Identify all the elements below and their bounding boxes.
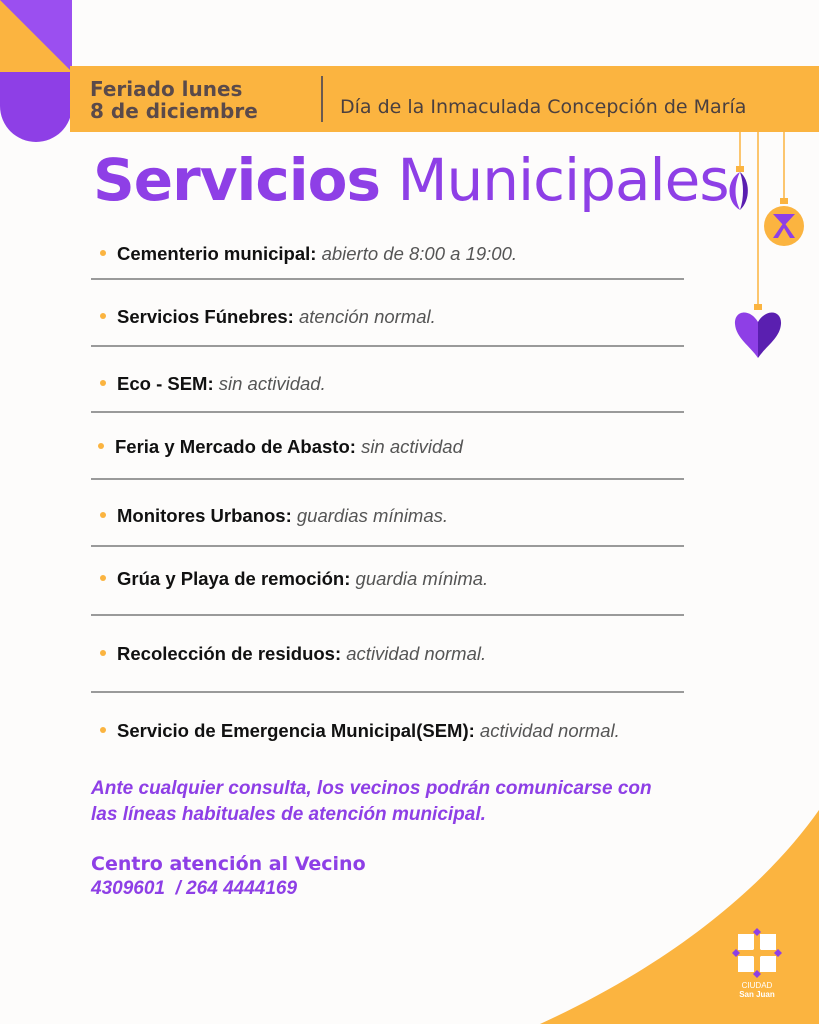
service-name: Recolección de residuos: [117,643,342,664]
service-status: abierto de 8:00 a 19:00. [321,243,518,264]
service-name: Feria y Mercado de Abasto: [115,436,356,457]
title-bold: Servicios [93,146,381,214]
consult-note-line2: las líneas habituales de atención municipal. [91,804,486,825]
ciudad-san-juan-logo-icon [730,926,784,980]
holiday-date-line1: Feriado lunes [90,77,243,101]
service-status: guardia mínima. [355,568,489,589]
consult-note-line1: Ante cualquier consulta, los vecinos podrán comunicarse con [91,778,652,799]
service-name: Servicio de Emergencia Municipal(SEM): [117,720,475,741]
service-name: Servicios Fúnebres: [117,306,294,327]
contact-phones: 4309601 / 264 4444169 [91,878,298,899]
service-name: Cementerio municipal: [117,243,317,264]
holiday-date-line2: 8 de diciembre [90,99,258,123]
service-name: Eco - SEM: [117,373,214,394]
logo-line2: San Juan [739,990,775,999]
service-status: actividad normal. [346,643,487,664]
contact-title: Centro atención al Vecino [91,853,366,875]
service-status: sin actividad [361,436,463,457]
logo-text [734,981,780,999]
service-status: actividad normal. [479,720,620,741]
holiday-name: Día de la Inmaculada Concepción de María [340,96,747,118]
service-status: sin actividad. [218,373,326,394]
logo-line1: CIUDAD [741,981,773,990]
service-status: guardias mínimas. [296,505,449,526]
title-regular: Municipales [397,146,729,214]
service-name: Monitores Urbanos: [117,505,292,526]
service-name: Grúa y Playa de remoción: [117,568,351,589]
service-status: atención normal. [298,306,436,327]
